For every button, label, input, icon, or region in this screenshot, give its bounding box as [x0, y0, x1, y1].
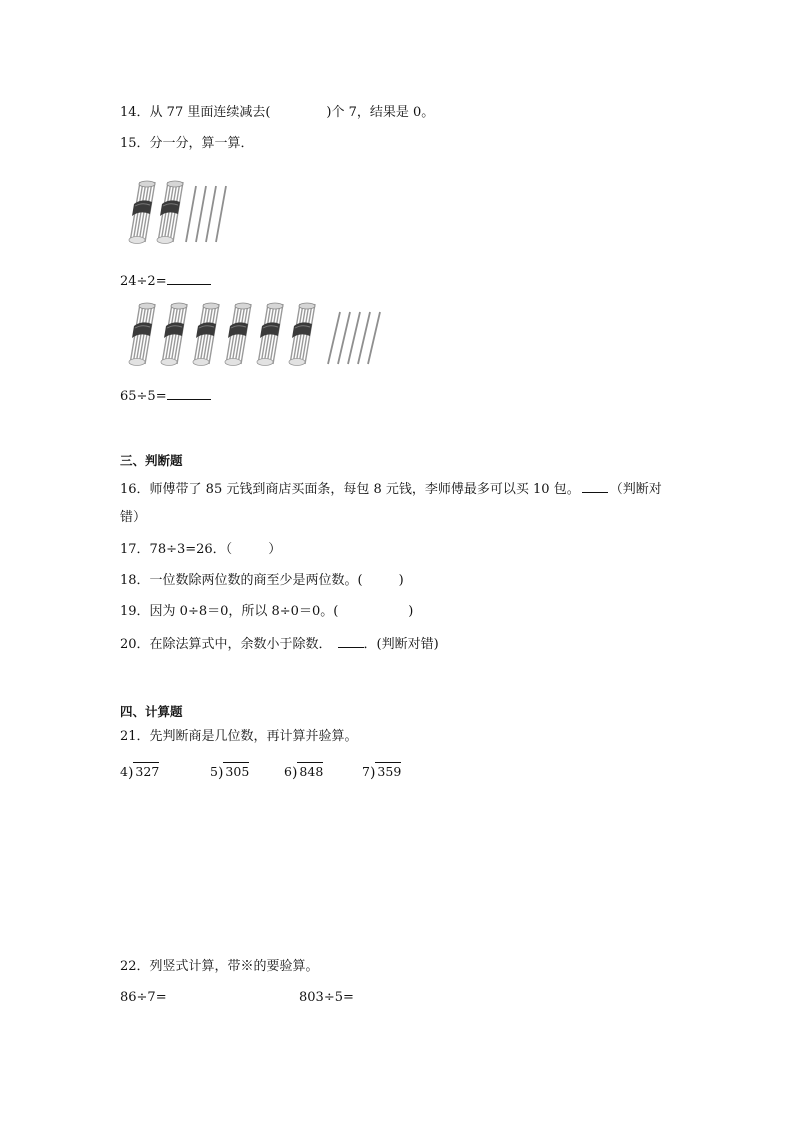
- question-20: [120, 634, 439, 654]
- answer-blank: [167, 271, 211, 285]
- question-15-title: 15．分一分，算一算．: [120, 136, 254, 151]
- q18-close-paren: ): [398, 573, 404, 588]
- question-16-continued: 错）: [120, 510, 147, 525]
- dividend: 305: [225, 764, 250, 779]
- question-17: [120, 541, 281, 559]
- question-14: [120, 104, 434, 122]
- q14-text-before: 14．从 77 里面连续减去(: [120, 105, 271, 120]
- question-21-title: 21．先判断商是几位数，再计算并验算。: [120, 729, 358, 744]
- q20-judge-hint: ．(判断对错): [363, 637, 439, 652]
- q17-close-paren: ）: [268, 542, 282, 557]
- question-16: [120, 479, 662, 499]
- question-18: [120, 572, 404, 590]
- q18-text: 18．一位数除两位数的商至少是两位数。(: [120, 573, 363, 588]
- q16-judge-hint: （判断对: [609, 482, 662, 497]
- long-division-3: [284, 762, 323, 780]
- section-title-judgement: 三、判断题: [120, 453, 183, 468]
- q14-text-after: )个 7，结果是 0。: [326, 105, 435, 120]
- divisor: 7: [362, 764, 370, 779]
- question-22-title: 22．列竖式计算，带※的要验算。: [120, 959, 319, 974]
- question-22-expression-2: 803÷5=: [299, 990, 354, 1005]
- divisor: 4: [120, 764, 128, 779]
- single-sticks-icon: [328, 312, 380, 364]
- question-15-expression-2: [120, 386, 211, 406]
- divisor: 5: [210, 764, 218, 779]
- dividend: 327: [135, 764, 160, 779]
- long-division-4: [362, 762, 401, 780]
- question-15-expression-1: [120, 271, 211, 291]
- q19-close-paren: ): [408, 604, 414, 619]
- q16-text: 16．师傅带了 85 元钱到商店买面条，每包 8 元钱，李师傅最多可以买 10 包。: [120, 482, 580, 497]
- division-bracket-icon: ): [369, 765, 376, 781]
- question-22-expression-1: 86÷7=: [120, 990, 167, 1005]
- dividend: 848: [299, 764, 324, 779]
- division-bracket-icon: ): [127, 765, 134, 781]
- q17-text: 17．78÷3=26．（: [120, 542, 233, 557]
- stick-bundles-figure-1: [122, 180, 252, 248]
- long-division-1: [120, 762, 159, 780]
- long-division-2: [210, 762, 249, 780]
- bundle-of-ten-icon: [157, 181, 183, 244]
- section-title-calculation: 四、计算题: [120, 704, 183, 719]
- answer-blank: [167, 386, 211, 400]
- answer-blank: [582, 479, 608, 493]
- division-bracket-icon: ): [291, 765, 298, 781]
- expr-65-div-5: 65÷5=: [120, 389, 167, 404]
- dividend: 359: [377, 764, 402, 779]
- stick-bundles-figure-2: [122, 302, 402, 370]
- answer-blank: [338, 634, 364, 648]
- expr-24-div-2: 24÷2=: [120, 274, 167, 289]
- division-bracket-icon: ): [217, 765, 224, 781]
- bundle-of-ten-icon: [129, 181, 155, 244]
- single-sticks-icon: [186, 186, 226, 242]
- q19-text: 19．因为 0÷8＝0，所以 8÷0＝0。(: [120, 604, 339, 619]
- question-19: [120, 603, 413, 621]
- q20-text: 20．在除法算式中，余数小于除数．: [120, 637, 332, 652]
- divisor: 6: [284, 764, 292, 779]
